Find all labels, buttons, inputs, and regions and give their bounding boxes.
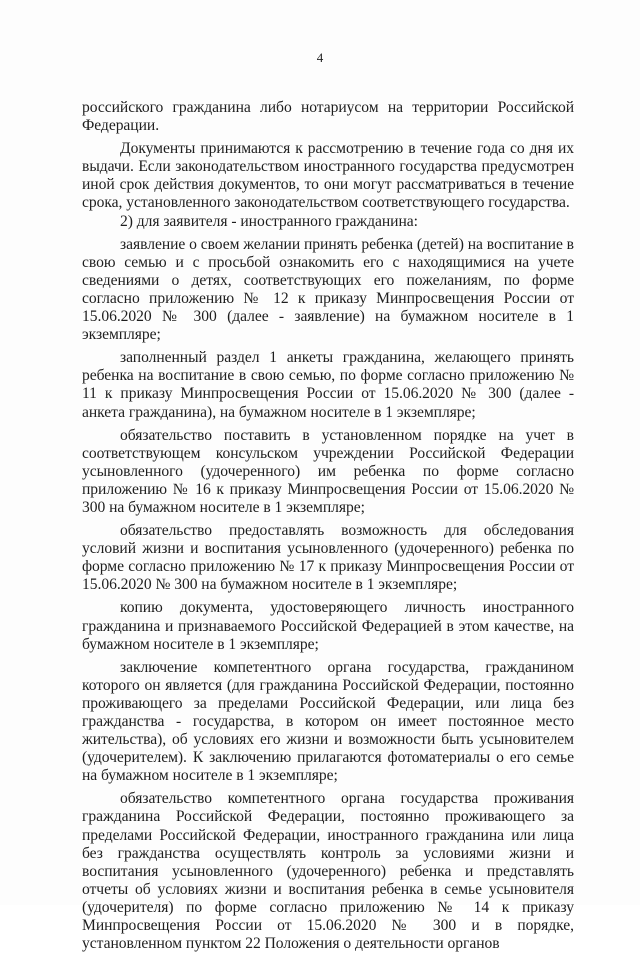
paragraph-application: заявление о своем желании принять ребенка (детей) на воспитание в свою семью и с просьбой ознакомить его с находящимися на учете сведениями о детях, соответствующих его пожеланиям, по форме согласно приложению № 12 к приказу Минпросвещения России от 15.06.2020 № 300 (далее - заявление) на бумажном носителе в 1 экземпляре; <box>82 235 574 344</box>
paragraph-competent-authority-obligation: обязательство компетентного органа государства проживания гражданина Российской Федерации, постоянно проживающего за пределами Российской Федерации, иностранного гражданина или лица без гражданства осуществлять контроль за условиями жизни и воспитания усыновленного (удочеренного) ребенка и представлять отчеты об условиях жизни и воспитания ребенка в семье усыновителя (удочерителя) по форме согласно приложению № 14 к приказу Минпросвещения России от 15.06.2020 № 300 и в порядке, установленном пунктом 22 Положения о деятельности органов <box>82 790 574 953</box>
paragraph-consular-registration: обязательство поставить в установленном порядке на учет в соответствующем консульском учреждении Российской Федерации усыновленного (удочеренного) им ребенка по форме согласно приложению № 16 к приказу Минпросвещения России от 15.06.2020 № 300 на бумажном носителе в 1 экземпляре; <box>82 426 574 516</box>
paragraph-identity-document: копию документа, удостоверяющего личность иностранного гражданина и признаваемого Российской Федерацией в этом качестве, на бумажном носителе в 1 экземпляре; <box>82 599 574 653</box>
document-body <box>82 99 574 953</box>
page-number: 4 <box>316 50 324 65</box>
paragraph-documents-validity: Документы принимаются к рассмотрению в течение года со дня их выдачи. Если законодательством иностранного государства предусмотрен иной срок действия документов, то они могут рассматриваться в течение срока, установленного законодательством соответствующего государства. <box>82 140 574 212</box>
paragraph-competent-authority-conclusion: заключение компетентного органа государства, гражданином которого он является (для гражданина Российской Федерации, постоянно проживающего за пределами Российской Федерации, или лица без гражданства - государства, в котором он имеет постоянное место жительства), об условиях его жизни и возможности быть усыновителем (удочерителем). К заключению прилагаются фотоматериалы о его семье на бумажном носителе в 1 экземпляре; <box>82 658 574 785</box>
paragraph-foreign-applicant-heading: 2) для заявителя - иностранного гражданина: <box>120 212 418 230</box>
paragraph-questionnaire: заполненный раздел 1 анкеты гражданина, желающего принять ребенка на воспитание в свою семью, по форме согласно приложению № 11 к приказу Минпросвещения России от 15.06.2020 № 300 (далее - анкета гражданина), на бумажном носителе в 1 экземпляре; <box>82 349 574 421</box>
paragraph-living-conditions-obligation: обязательство предоставлять возможность для обследования условий жизни и воспитания усыновленного (удочеренного) ребенка по форме согласно приложению № 17 к приказу Минпросвещения России от 15.06.2020 № 300 на бумажном носителе в 1 экземпляре; <box>82 522 574 594</box>
paragraph-continuation: российского гражданина либо нотариусом на территории Российской Федерации. <box>82 99 574 135</box>
